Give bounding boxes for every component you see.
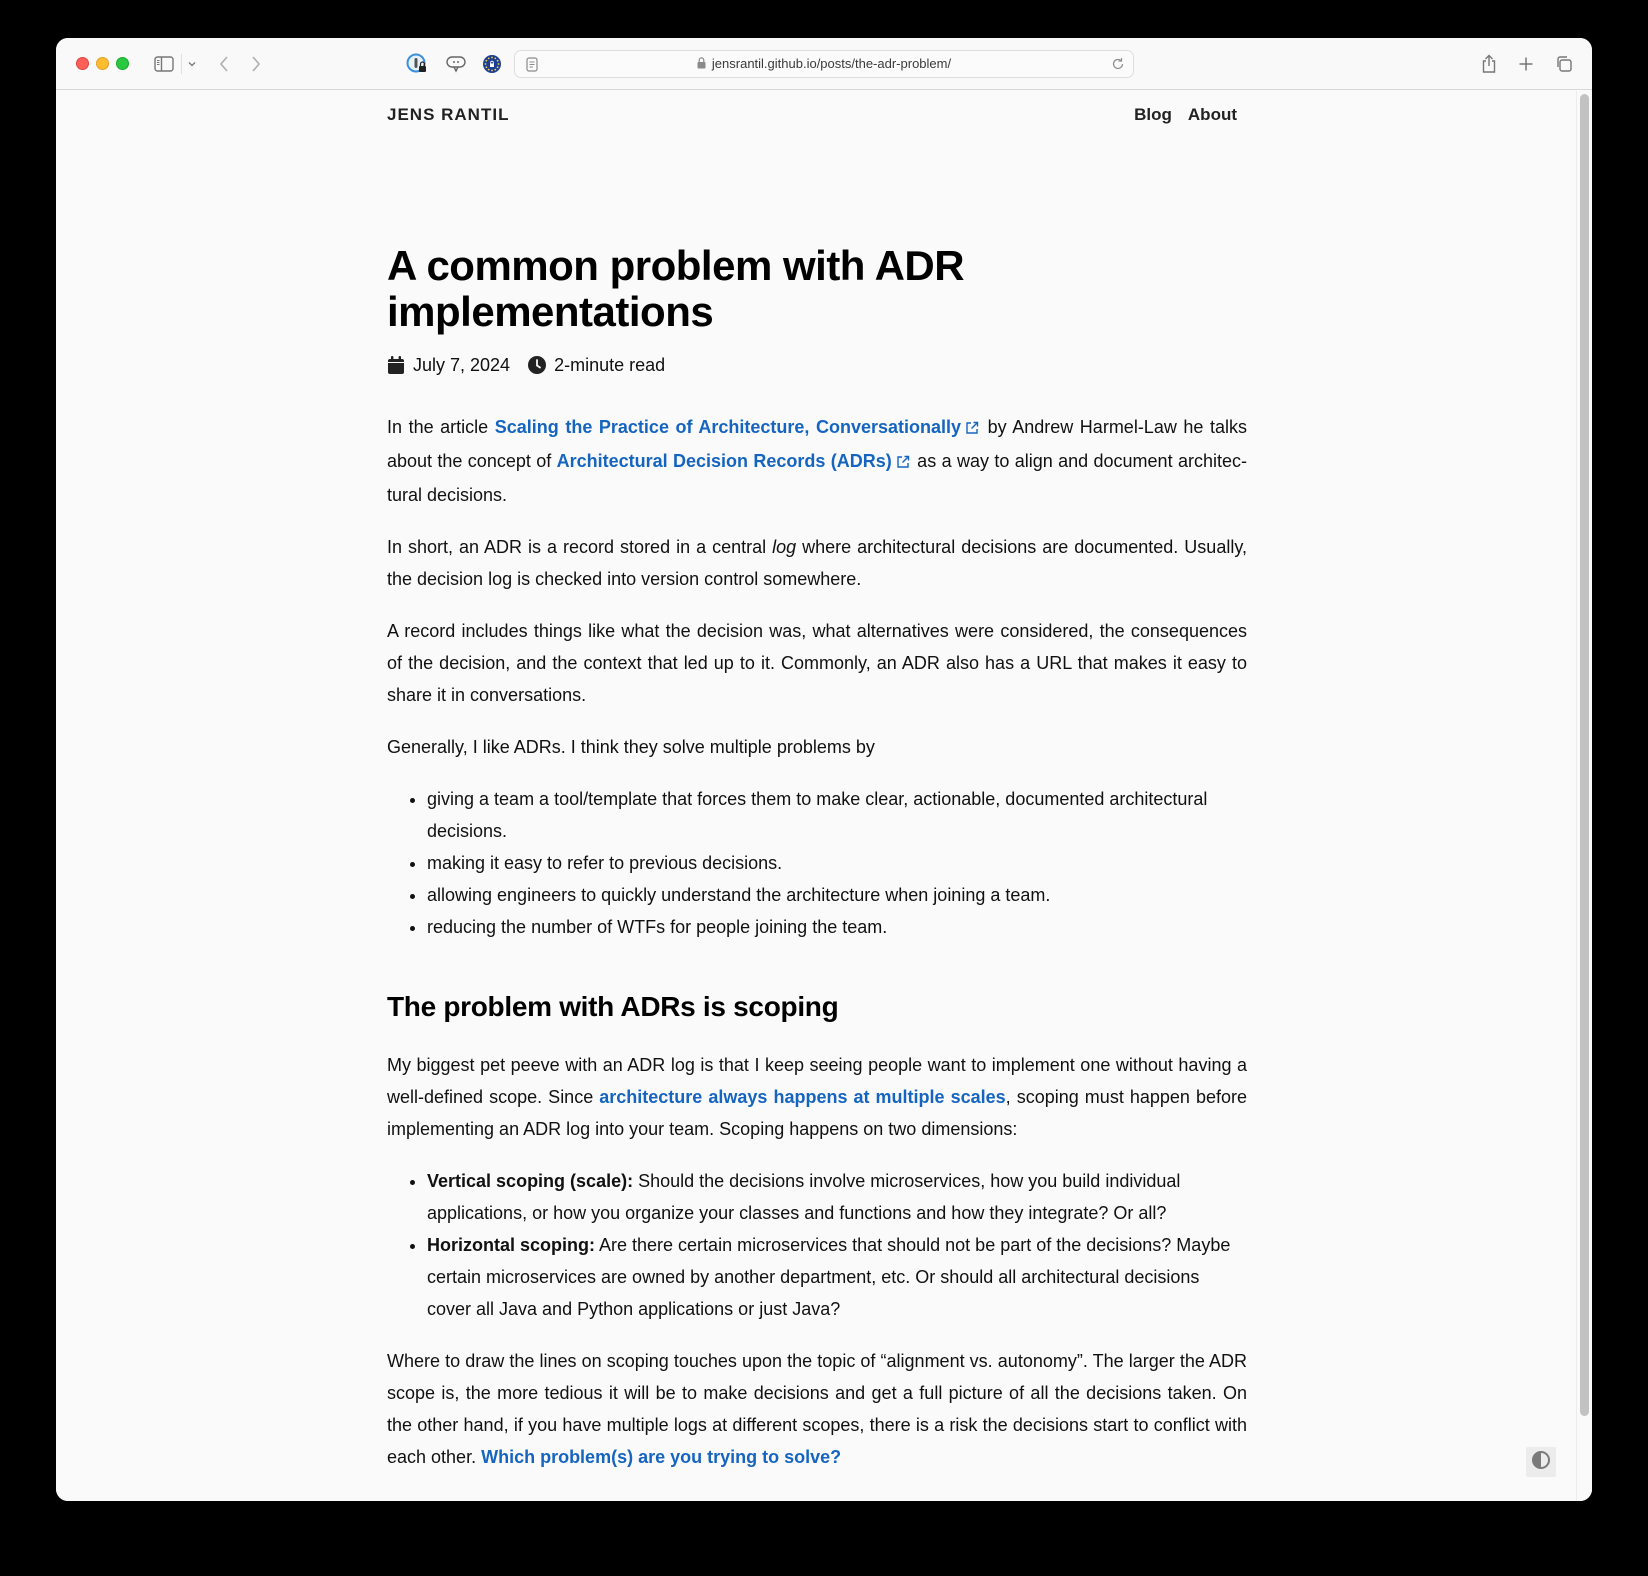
text: In the article: [387, 417, 495, 437]
vertical-scrollbar[interactable]: [1576, 91, 1592, 1501]
list-item: • allowing engineers to quickly understand the architecture when joining a team.: [427, 879, 1247, 911]
multiple-scales-link[interactable]: architecture always happens at multiple scales: [599, 1087, 1006, 1107]
post-date-text: July 7, 2024: [413, 354, 511, 375]
toolbar-divider: [181, 54, 182, 74]
site-title-link[interactable]: JENS RANTIL: [387, 105, 510, 124]
text: , scoping must happen before implementing an ADR log into your team. Scoping happens on two dimensions:: [387, 1087, 1248, 1139]
benefits-list: [427, 783, 1247, 943]
adr-link[interactable]: Architectural Decision Records (ADRs): [556, 451, 892, 471]
maximize-window-button[interactable]: [116, 57, 129, 70]
blog-page: [387, 91, 1247, 1493]
theme-toggle-button[interactable]: [1526, 1447, 1556, 1477]
password-extension-icon[interactable]: [405, 52, 429, 76]
post-date: [387, 355, 510, 376]
text: Where to draw the lines on scoping touches upon the topic of “alignment vs. autonomy”. The larger the ADR scope is, the more tedious it will be to make decisions and get a full picture of all the decisions taken. On the other hand, if you have multiple logs at different scopes, there is a risk the decisions start to conflict with each other.: [387, 1351, 1247, 1467]
nav-about-link[interactable]: About: [1187, 105, 1237, 124]
list-item-text: Are there certain microservices that should not be part of the decisions? Maybe certain microservices are owned by another department, etc. Or should all architectural decisions cover all Java and Python applications or just Java?: [427, 1235, 1231, 1319]
lock-icon: [697, 52, 706, 78]
text: where architectural decisions are documented. Usually, the decision log is checked into version control somewhere.: [387, 537, 1247, 589]
external-link-icon: [896, 447, 910, 479]
paragraph-pet-peeve: [387, 1049, 1247, 1145]
text: My biggest pet peeve with an ADR log is that I keep seeing people want to implement one without having a well-defined scope. Since: [387, 1055, 1247, 1107]
paragraph-adr-definition: [387, 531, 1247, 595]
chevron-down-icon[interactable]: [184, 52, 200, 76]
back-icon[interactable]: [214, 52, 234, 76]
post-meta: [387, 353, 1247, 377]
section-heading: The problem with ADRs is scoping: [387, 991, 839, 1022]
browser-toolbar: [56, 38, 1592, 90]
post-read-time-text: 2-minute read: [554, 354, 666, 375]
contrast-icon: [1531, 1450, 1551, 1475]
scoping-list: [427, 1165, 1247, 1325]
list-item-label: Vertical scoping (scale):: [427, 1171, 634, 1191]
browser-window: [56, 38, 1592, 1501]
paragraph-record: A record includes things like what the decision was, what alternatives were considered, the consequences of the decision, and the context that led up to it. Commonly, an ADR also has a URL that makes it easy to share it in conversations.: [387, 621, 1247, 705]
post-read-time: [528, 355, 665, 376]
sidebar-icon[interactable]: [152, 52, 176, 76]
reload-icon[interactable]: [1109, 55, 1127, 73]
list-item: • giving a team a tool/template that forces them to make clear, actionable, documented architectural decisions.: [427, 783, 1247, 847]
text: as a way to align and document architectural decisions.: [387, 451, 1247, 505]
scrollbar-thumb[interactable]: [1580, 94, 1589, 1416]
main-nav: [1134, 105, 1237, 125]
nav-blog-link[interactable]: Blog: [1134, 105, 1172, 124]
post-title: A common problem with ADR implementations: [387, 242, 965, 335]
site-header: [387, 91, 1247, 139]
eu-lock-extension-icon[interactable]: [480, 52, 504, 76]
web-content: [56, 91, 1592, 1501]
text: by Andrew Harmel-Law he talks about the concept of: [387, 417, 1247, 471]
speech-extension-icon[interactable]: [444, 52, 468, 76]
list-item-label: Horizontal scoping:: [427, 1235, 595, 1255]
emphasis: log: [772, 537, 797, 557]
address-bar[interactable]: [514, 50, 1134, 78]
external-link-icon: [965, 413, 979, 445]
new-tab-icon[interactable]: [1515, 52, 1537, 76]
list-item: [427, 1165, 1247, 1229]
paragraph-generally: Generally, I like ADRs. I think they solve multiple problems by: [387, 737, 875, 757]
tabs-overview-icon[interactable]: [1553, 52, 1575, 76]
paragraph-intro: [387, 411, 1247, 511]
list-item: • making it easy to refer to previous decisions.: [427, 847, 1247, 879]
scaling-architecture-link[interactable]: Scaling the Practice of Architecture, Conversationally: [494, 417, 962, 437]
which-problem-link[interactable]: Which problem(s) are you trying to solve?: [481, 1447, 842, 1467]
url-display[interactable]: [515, 51, 1133, 77]
list-item: [427, 1229, 1247, 1325]
paragraph-alignment: [387, 1345, 1247, 1473]
list-item: • reducing the number of WTFs for people joining the team.: [427, 911, 1247, 943]
minimize-window-button[interactable]: [96, 57, 109, 70]
text: In short, an ADR is a record stored in a central: [387, 537, 773, 557]
close-window-button[interactable]: [76, 57, 89, 70]
url-text: jensrantil.github.io/posts/the-adr-problem/: [711, 56, 952, 71]
post-body: [387, 411, 1247, 1473]
calendar-icon: [387, 355, 405, 375]
clock-icon: [528, 355, 546, 375]
list-item-text: Should the decisions involve microservices, how you build individual applications, or how you organize your classes and functions and how they integrate? Or all?: [427, 1171, 1181, 1223]
forward-icon[interactable]: [246, 52, 266, 76]
share-icon[interactable]: [1478, 52, 1500, 76]
